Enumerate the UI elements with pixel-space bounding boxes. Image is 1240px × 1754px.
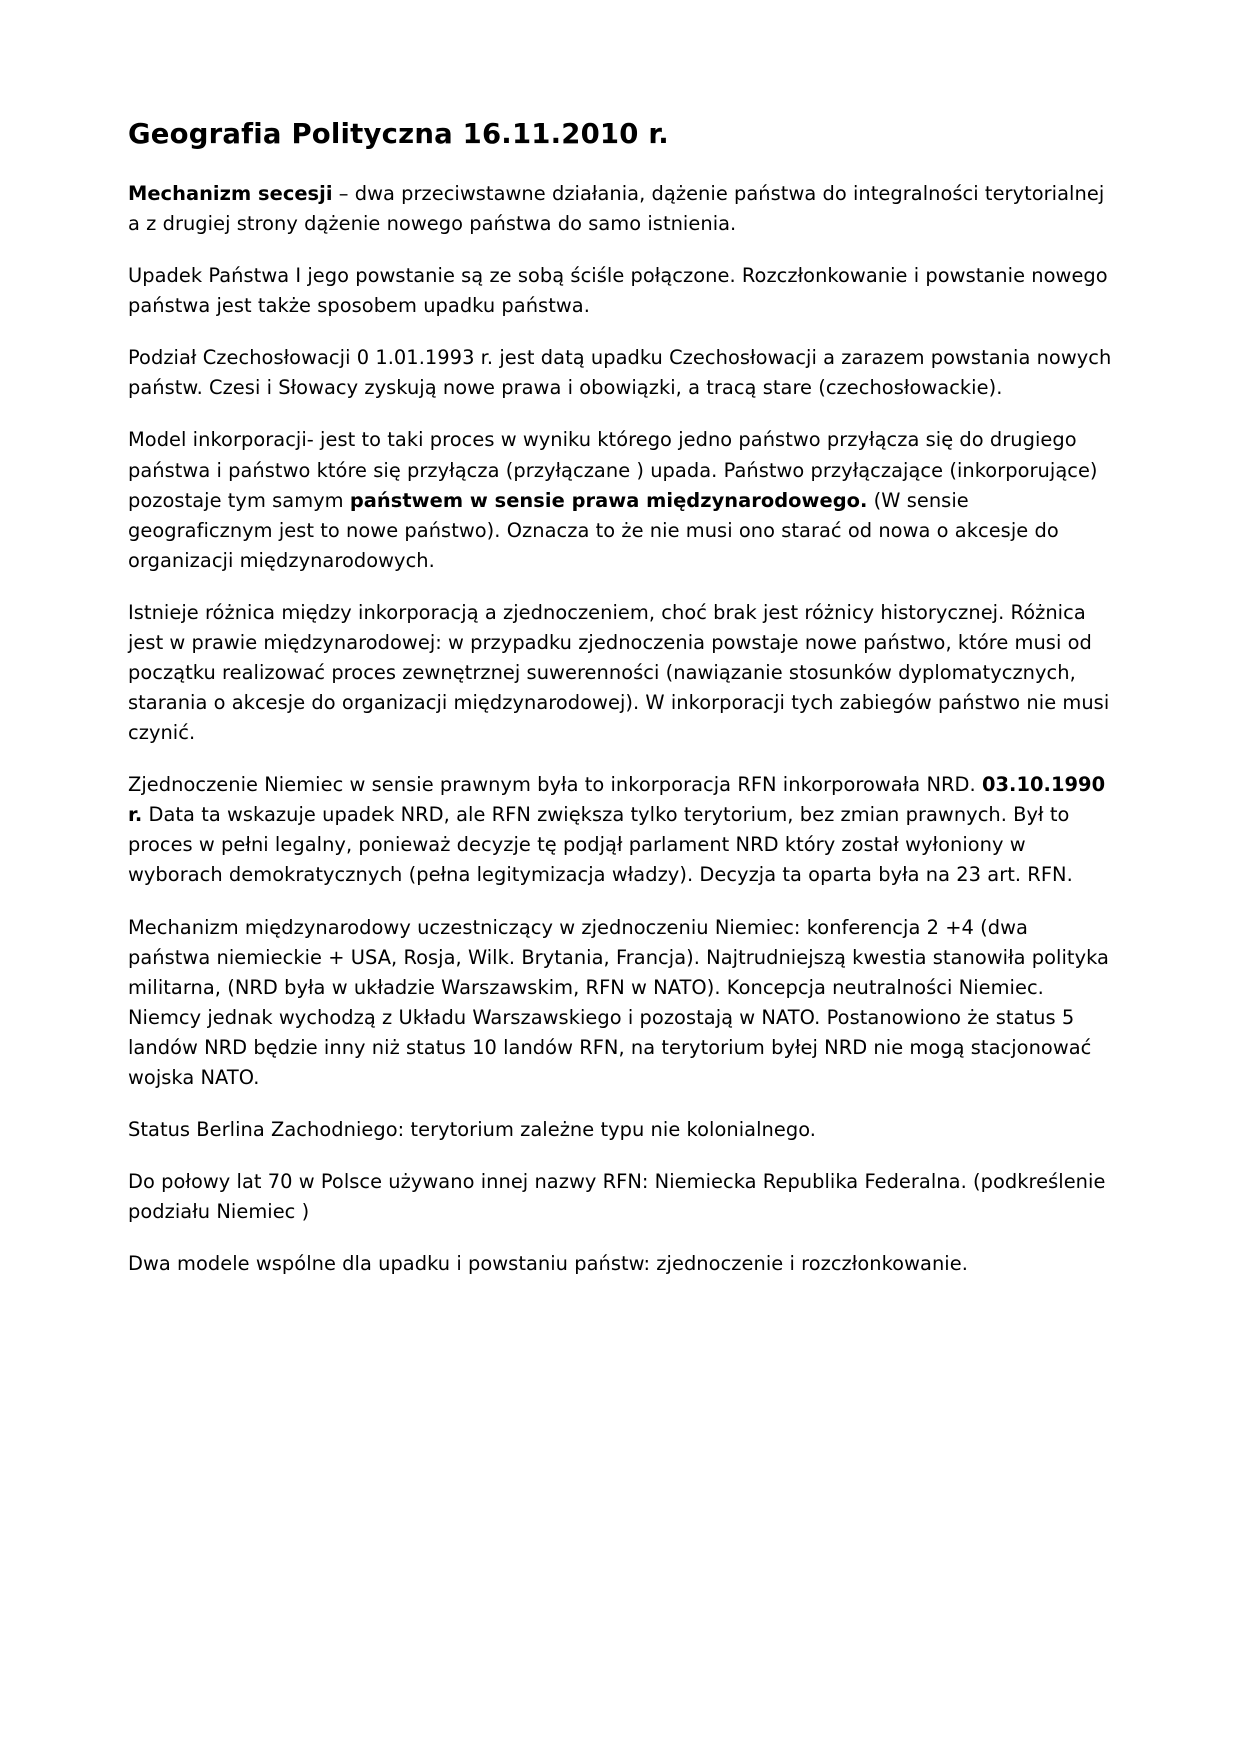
body-text: Data ta wskazuje upadek NRD, ale RFN zwiększa tylko terytorium, bez zmian prawnych. Był to proces w pełni legalny, ponieważ decyzje tę podjął parlament NRD który został wyłoniony w wyborach demokratycznych (pełna legitymizacja władzy). Decyzja ta oparta była na 23 art. RFN.	[128, 803, 1073, 887]
body-text: Upadek Państwa I jego powstanie są ze sobą ściśle połączone. Rozczłonkowanie i powstanie nowego państwa jest także sposobem upadku państwa.	[128, 264, 1108, 318]
body-text: Podział Czechosłowacji 0 1.01.1993 r. jest datą upadku Czechosłowacji a zarazem powstania nowych państw. Czesi i Słowacy zyskują nowe prawa i obowiązki, a tracą stare (czechosłowackie).	[128, 346, 1112, 400]
paragraph	[128, 343, 1112, 403]
body-text: Dwa modele wspólne dla upadku i powstaniu państw: zjednoczenie i rozczłonkowanie.	[128, 1252, 968, 1276]
document-body	[128, 179, 1112, 1279]
body-text: Mechanizm międzynarodowy uczestniczący w zjednoczeniu Niemiec: konferencja 2 +4 (dwa państwa niemieckie + USA, Rosja, Wilk. Brytania, Francja). Najtrudniejszą kwestia stanowiła polityka militarna, (NRD była w układzie Warszawskim, RFN w NATO). Koncepcja neutralności Niemiec. Niemcy jednak wychodzą z Układu Warszawskiego i pozostają w NATO. Postanowiono że status 5 landów NRD będzie inny niż status 10 landów RFN, na terytorium byłej NRD nie mogą stacjonować wojska NATO.	[128, 915, 1109, 1089]
emphasis-text: państwem w sensie prawa międzynarodowego.	[349, 488, 868, 512]
body-text: Do połowy lat 70 w Polsce używano innej nazwy RFN: Niemiecka Republika Federalna. (podkreślenie podziału Niemiec )	[128, 1170, 1106, 1224]
paragraph	[128, 1167, 1112, 1227]
page-title: Geografia Polityczna 16.11.2010 r.	[128, 118, 669, 150]
body-text: – dwa przeciwstawne działania, dążenie państwa do integralności terytorialnej a z drugiej strony dążenie nowego państwa do samo istnienia.	[128, 182, 1105, 236]
paragraph	[128, 179, 1112, 239]
emphasis-text: 03.10.1990 r.	[128, 773, 1106, 827]
body-text: Zjednoczenie Niemiec w sensie prawnym była to inkorporacja RFN inkorporowała NRD.	[128, 773, 982, 797]
paragraph	[128, 1115, 1112, 1145]
paragraph	[128, 913, 1112, 1093]
emphasis-text: Mechanizm secesji	[128, 182, 333, 205]
body-text: Status Berlina Zachodniego: terytorium zależne typu nie kolonialnego.	[128, 1118, 816, 1142]
paragraph	[128, 425, 1112, 575]
paragraph	[128, 261, 1112, 321]
paragraph	[128, 598, 1112, 748]
body-text: (W sensie geograficznym jest to nowe państwo). Oznacza to że nie musi ono starać od nowa o akcesje do organizacji międzynarodowych.	[128, 488, 1059, 572]
paragraph	[128, 1249, 1112, 1279]
body-text: Istnieje różnica między inkorporacją a zjednoczeniem, choć brak jest różnicy historycznej. Różnica jest w prawie międzynarodowej: w przypadku zjednoczenia powstaje nowe państwo, które musi od początku realizować proces zewnętrznej suwerenności (nawiązanie stosunków dyplomatycznych, starania o akcesje do organizacji międzynarodowej). W inkorporacji tych zabiegów państwo nie musi czynić.	[128, 600, 1110, 745]
body-text: Model inkorporacji- jest to taki proces w wyniku którego jedno państwo przyłącza się do drugiego państwa i państwo które się przyłącza (przyłączane ) upada. Państwo przyłączające (inkorporujące) pozostaje tym samym	[128, 428, 1098, 512]
paragraph	[128, 770, 1112, 890]
